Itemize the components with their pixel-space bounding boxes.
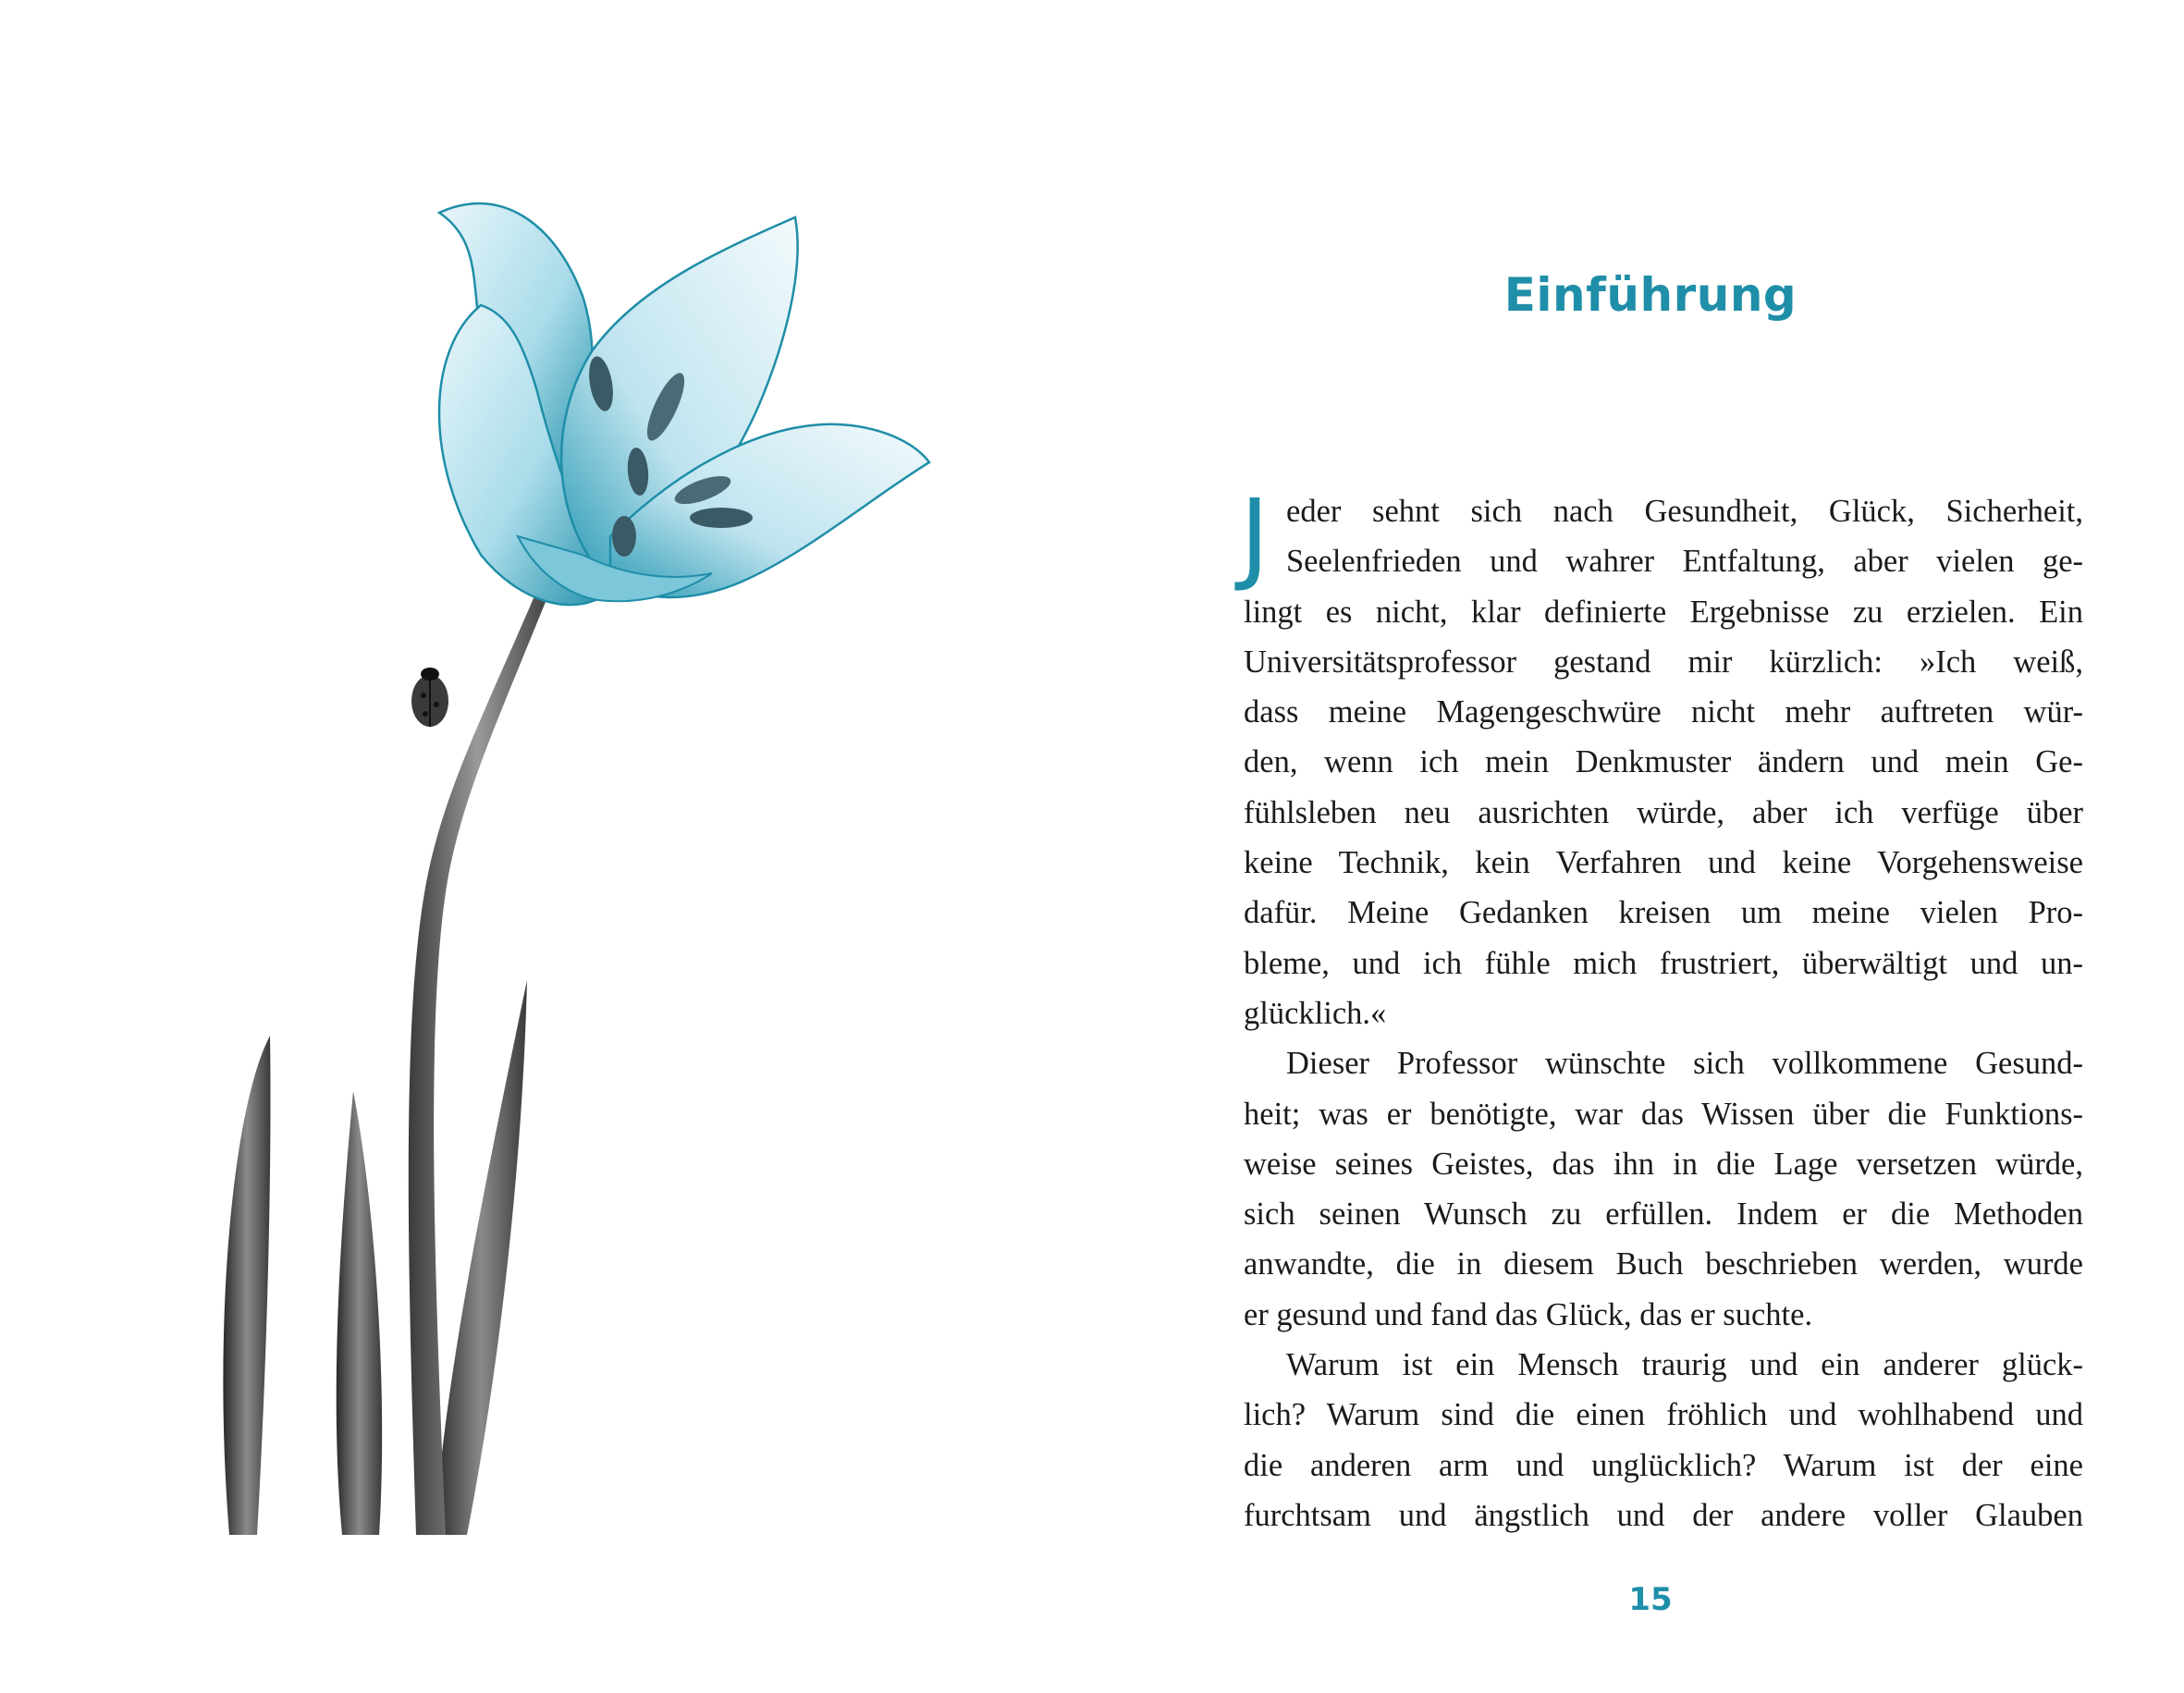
text-line: er gesund und fand das Glück, das er suchte. bbox=[1244, 1296, 1813, 1332]
text-line: eder sehnt sich nach Gesundheit, Glück, Sicherheit, bbox=[1286, 494, 2083, 529]
drop-cap: J bbox=[1240, 479, 1270, 595]
text-line: lingt es nicht, klar definierte Ergebnisse zu erzielen. Ein bbox=[1244, 594, 2083, 630]
text-line: Seelenfrieden und wahrer Entfaltung, aber vielen ge- bbox=[1286, 544, 2083, 580]
text-line: dass meine Magengeschwüre nicht mehr auftreten wür- bbox=[1244, 694, 2083, 730]
leaf-mid bbox=[337, 1091, 382, 1535]
text-line: furchtsam und ängstlich und der andere voller Glauben bbox=[1244, 1497, 2083, 1533]
text-line: glücklich.« bbox=[1244, 995, 1387, 1031]
chapter-heading: Einführung bbox=[1503, 268, 1798, 322]
body-text bbox=[1244, 486, 2083, 1540]
text-line: Dieser Professor wünschte sich vollkommene Gesund- bbox=[1286, 1046, 2083, 1082]
tulip-illustration bbox=[203, 185, 1054, 1553]
tulip-flower bbox=[439, 203, 929, 605]
text-line: Universitätsprofessor gestand mir kürzlich: »Ich weiß, bbox=[1244, 644, 2083, 680]
text-line: weise seines Geistes, das ihn in die Lage versetzen würde, bbox=[1244, 1146, 2083, 1182]
text-line: dafür. Meine Gedanken kreisen um meine vielen Pro- bbox=[1244, 895, 2083, 931]
ladybug-icon bbox=[411, 668, 448, 727]
text-line: bleme, und ich fühle mich frustriert, überwältigt und un- bbox=[1244, 945, 2083, 981]
leaf-left bbox=[223, 1036, 270, 1535]
text-line: fühlsleben neu ausrichten würde, aber ich verfüge über bbox=[1244, 794, 2083, 830]
text-line: keine Technik, kein Verfahren und keine Vorgehensweise bbox=[1244, 845, 2083, 881]
text-line: sich seinen Wunsch zu erfüllen. Indem er die Methoden bbox=[1244, 1196, 2083, 1233]
text-line: Warum ist ein Mensch traurig und ein anderer glück- bbox=[1286, 1347, 2083, 1383]
text-line: die anderen arm und unglücklich? Warum ist der eine bbox=[1244, 1447, 2083, 1483]
leaf-right bbox=[435, 980, 527, 1535]
page-number: 15 bbox=[1628, 1581, 1673, 1618]
text-line: den, wenn ich mein Denkmuster ändern und mein Ge- bbox=[1244, 744, 2083, 780]
text-line: anwandte, die in diesem Buch beschrieben werden, wurde bbox=[1244, 1246, 2083, 1282]
text-line: lich? Warum sind die einen fröhlich und wohlhabend und bbox=[1244, 1397, 2083, 1433]
text-line: heit; was er benötigte, war das Wissen über die Funktions- bbox=[1244, 1096, 2083, 1132]
